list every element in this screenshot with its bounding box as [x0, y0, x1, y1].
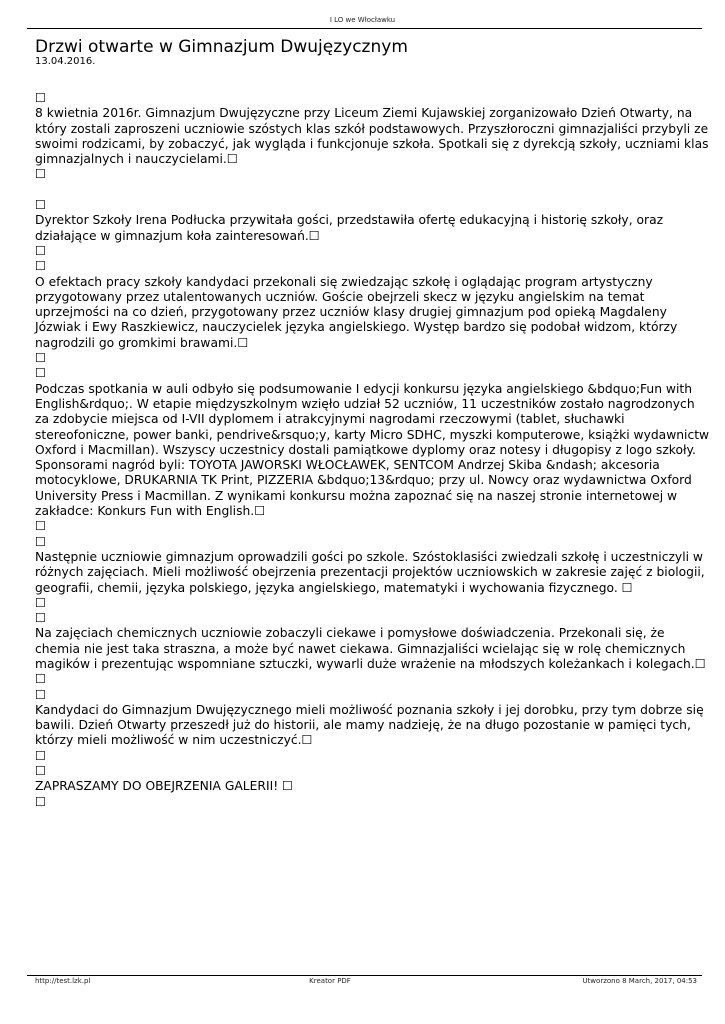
footer-created: Utworzono 8 March, 2017, 04:53 [582, 977, 697, 985]
placeholder-box: ☐ [35, 687, 47, 702]
article-paragraph: ZAPRASZAMY DO OBEJRZENIA GALERII! ☐ [35, 779, 294, 794]
article-paragraph: O efektach pracy szkoły kandydaci przekonali się zwiedzając szkołę i oglądając program artystyczny przygotowany przez utalentowanych uczniów. Goście obejrzeli skecz w języku angielskim na temat uprzejmości na co dzień, przygotowany przez uczniów klasy drugiej gimnazjum pod opieką Magdaleny Józwiak i Ewy Raszkiewicz, nauczycielek języka angielskiego. Występ bardzo się podobał widzom, którzy nagrodzili go gromkimi brawami.☐ [35, 274, 678, 350]
placeholder-box: ☐ [35, 198, 47, 213]
article-date: 13.04.2016. [35, 56, 96, 67]
article-paragraph [35, 183, 710, 198]
placeholder-box: ☐ [35, 611, 47, 626]
placeholder-box: ☐ [35, 366, 47, 381]
placeholder-box: ☐ [35, 595, 47, 610]
header-site-name: I LO we Włocławku [329, 16, 396, 24]
article-paragraph: 8 kwietnia 2016r. Gimnazjum Dwujęzyczne przy Liceum Ziemi Kujawskiej zorganizowało Dzień Otwarty, na który zostali zaproszeni uczniowie szóstych klas szkół podstawowych. Przyszłoroczni gimnazjaliści przybyli ze swoimi rodzicami, by zobaczyć, jak wygląda i funkcjonuje szkoła. Spotkali się z dyrekcją szkoły, uczniami klas gimnazjalnych i nauczycielami.☐ [35, 106, 709, 167]
placeholder-box: ☐ [35, 91, 47, 105]
placeholder-box: ☐ [35, 748, 47, 763]
placeholder-box: ☐ [35, 351, 47, 366]
placeholder-box: ☐ [35, 534, 47, 549]
header-divider [27, 28, 702, 29]
footer-generator: Kreator PDF [309, 977, 351, 985]
footer-url: http://test.lzk.pl [35, 977, 91, 985]
article-paragraph: Dyrektor Szkoły Irena Podłucka przywitała gości, przedstawiła ofertę edukacyjną i historię szkoły, oraz działające w gimnazjum koła zainteresowań.☐ [35, 213, 664, 243]
article-paragraph: Następnie uczniowie gimnazjum oprowadzili gości po szkole. Szóstoklasiści zwiedzali szkołę i uczestniczyli w różnych zajęciach. Mieli możliwość obejrzenia prezentacji projektów uczniowskich w zakresie zajęć z biologii, geografii, chemii, języka polskiego, języka angielskiego, matematyki i wychowania fizycznego. ☐ [35, 549, 705, 595]
placeholder-box: ☐ [35, 764, 47, 779]
article-paragraph: Kandydaci do Gimnazjum Dwujęzycznego mieli możliwość poznania szkoły i jej dorobku, przy tym dobrze się bawili. Dzień Otwarty przeszedł już do historii, ale mamy nadzieję, że na długo pozostanie w pamięci tych, którzy mieli możliwość w nim uczestniczyć.☐ [35, 702, 704, 748]
placeholder-box: ☐ [35, 519, 47, 534]
placeholder-box: ☐ [35, 167, 47, 182]
article-paragraph: Podczas spotkania w auli odbyło się podsumowanie I edycji konkursu języka angielskiego &bdquo;Fun with English&rdquo;. W etapie międzyszkolnym wzięło udział 52 uczniów, 11 uczestników zostało nagrodzonych za zdobycie miejsca od I-VII dyplomem i atrakcyjnymi nagrodami rzeczowymi (tablet, słuchawki stereofoniczne, power banki, pendrive&rsquo;y, karty Micro SDHC, myszki komputerowe, książki wydawnictw Oxford i Macmillan). Wszyscy uczestnicy dostali pamiątkowe dyplomy oraz notesy i długopisy z logo szkoły. Sponsorami nagród byli: TOYOTA JAWORSKI WŁOCŁAWEK, SENTCOM Andrzej Skiba &ndash; akcesoria motocyklowe, DRUKARNIA TK Print, PIZZERIA &bdquo;13&rdquo; przy ul. Nowcy oraz wydawnictwa Oxford University Press i Macmillan. Z wynikami konkursu można zapoznać się na naszej stronie internetowej w zakładce: Konkurs Fun with English.☐ [35, 381, 710, 519]
placeholder-box: ☐ [35, 672, 47, 687]
article-body [35, 91, 710, 810]
footer-divider [27, 975, 702, 976]
placeholder-box: ☐ [35, 794, 47, 809]
article-title: Drzwi otwarte w Gimnazjum Dwujęzycznym [35, 37, 408, 57]
placeholder-box: ☐ [35, 259, 47, 274]
article-paragraph: Na zajęciach chemicznych uczniowie zobaczyli ciekawe i pomysłowe doświadczenia. Przekonali się, że chemia nie jest taka straszna, a może być nawet ciekawa. Gimnazjaliści wcielając się w rolę chemicznych magików i prezentując wspomniane sztuczki, wywarli duże wrażenie na młodszych koleżankach i kolegach.☐ [35, 626, 706, 671]
placeholder-box: ☐ [35, 243, 47, 258]
